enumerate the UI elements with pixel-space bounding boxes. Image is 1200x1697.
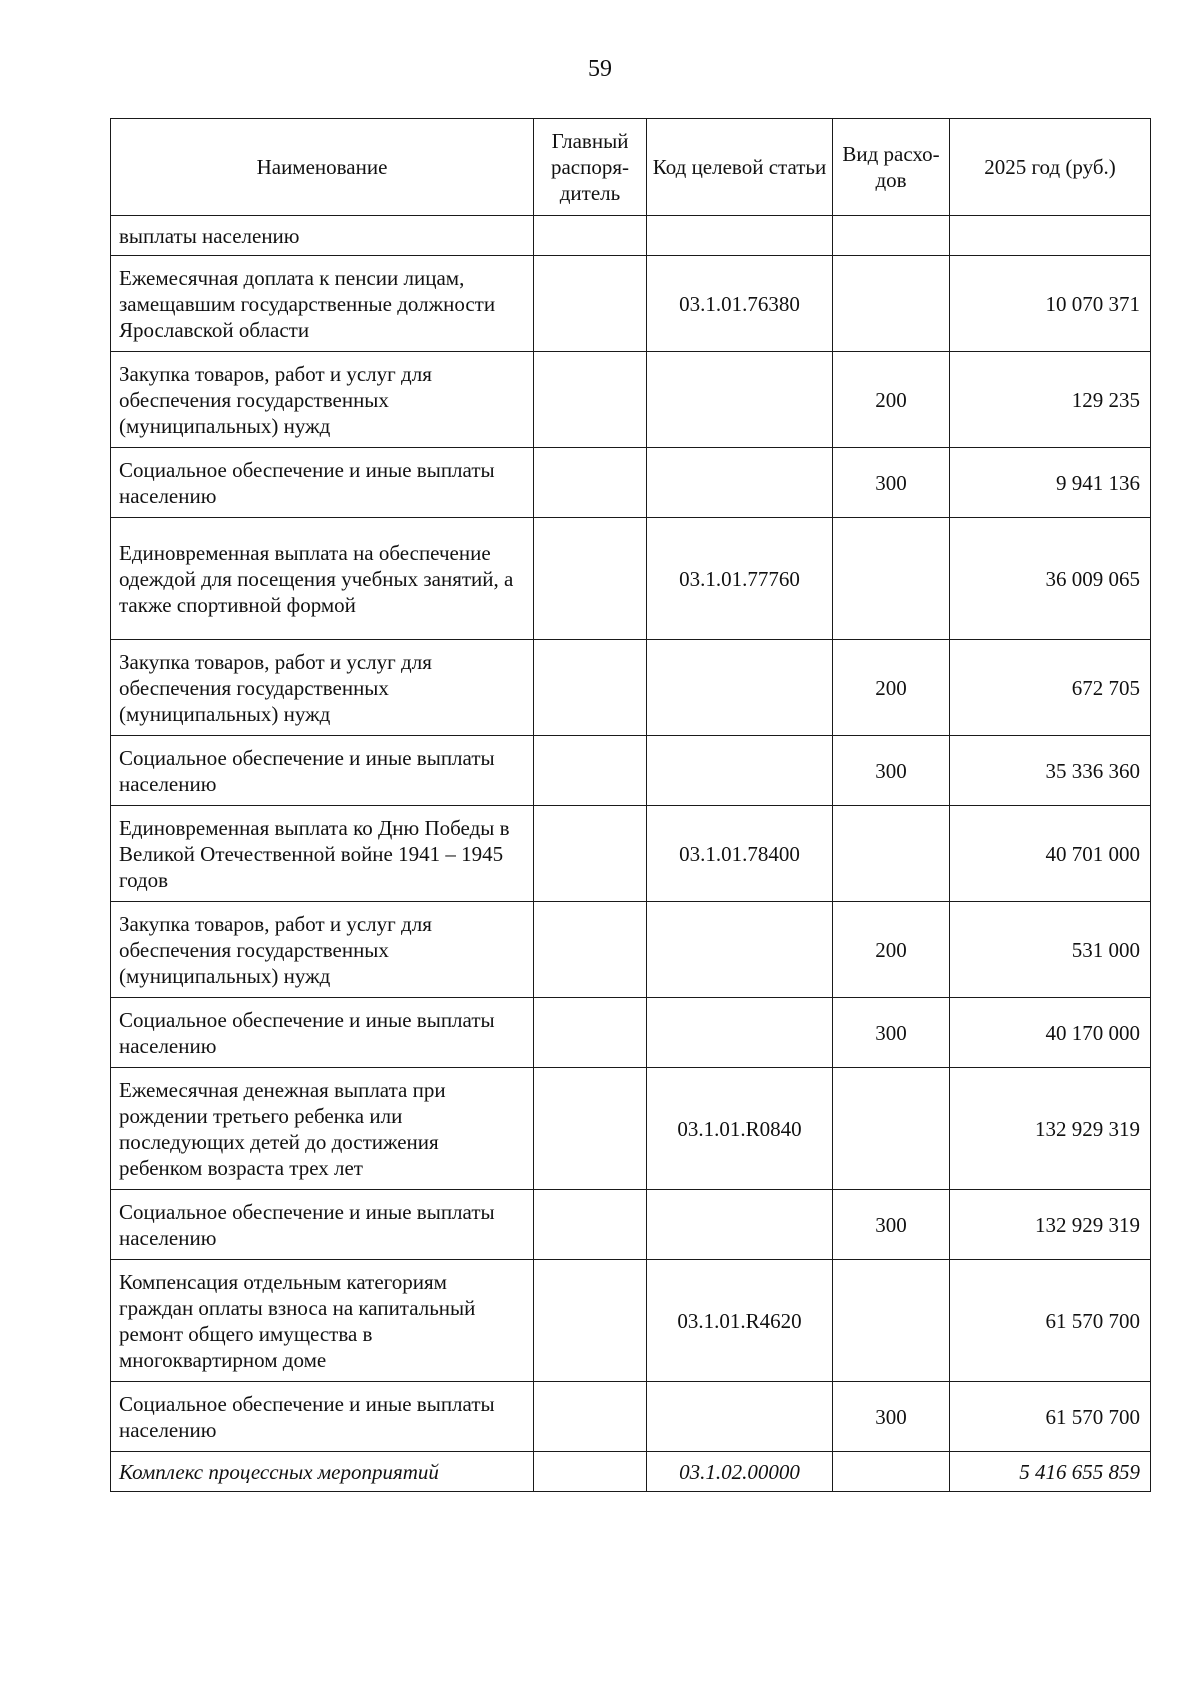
budget-table — [110, 118, 1151, 1492]
cell-amount: 132 929 319 — [950, 1068, 1151, 1190]
cell-grbs — [534, 1190, 647, 1260]
header-amount: 2025 год (руб.) — [950, 119, 1151, 216]
cell-kind — [833, 1068, 950, 1190]
page-number: 59 — [588, 56, 612, 82]
cell-code — [647, 216, 833, 256]
cell-name: Комплекс процессных мероприятий — [111, 1452, 534, 1492]
table-body — [111, 216, 1151, 1492]
table-row — [111, 518, 1151, 640]
cell-name: Единовременная выплата на обеспечение одеждой для посещения учебных занятий, а также спортивной формой — [111, 518, 534, 640]
cell-grbs — [534, 902, 647, 998]
cell-code — [647, 1190, 833, 1260]
cell-amount: 132 929 319 — [950, 1190, 1151, 1260]
cell-kind: 200 — [833, 352, 950, 448]
cell-kind: 200 — [833, 640, 950, 736]
cell-kind — [833, 806, 950, 902]
table-row — [111, 998, 1151, 1068]
table-row — [111, 1260, 1151, 1382]
cell-kind — [833, 518, 950, 640]
cell-grbs — [534, 518, 647, 640]
cell-name: Единовременная выплата ко Дню Победы в Великой Отечественной войне 1941 – 1945 годов — [111, 806, 534, 902]
cell-grbs — [534, 640, 647, 736]
header-grbs: Главный распоря-дитель — [534, 119, 647, 216]
cell-kind — [833, 1260, 950, 1382]
cell-grbs — [534, 216, 647, 256]
cell-name: Социальное обеспечение и иные выплаты населению — [111, 1190, 534, 1260]
cell-name: Социальное обеспечение и иные выплаты населению — [111, 736, 534, 806]
cell-grbs — [534, 1382, 647, 1452]
table-row — [111, 448, 1151, 518]
table-row — [111, 902, 1151, 998]
table-header-row — [111, 119, 1151, 216]
cell-code: 03.1.02.00000 — [647, 1452, 833, 1492]
cell-kind: 300 — [833, 448, 950, 518]
cell-amount: 531 000 — [950, 902, 1151, 998]
cell-name: Закупка товаров, работ и услуг для обеспечения государственных (муниципальных) нужд — [111, 902, 534, 998]
cell-amount: 9 941 136 — [950, 448, 1151, 518]
cell-grbs — [534, 736, 647, 806]
cell-code: 03.1.01.R4620 — [647, 1260, 833, 1382]
cell-code: 03.1.01.78400 — [647, 806, 833, 902]
cell-amount: 10 070 371 — [950, 256, 1151, 352]
cell-code — [647, 352, 833, 448]
cell-name: Закупка товаров, работ и услуг для обеспечения государственных (муниципальных) нужд — [111, 640, 534, 736]
table-row — [111, 1382, 1151, 1452]
cell-amount: 61 570 700 — [950, 1382, 1151, 1452]
cell-grbs — [534, 1260, 647, 1382]
cell-name: Социальное обеспечение и иные выплаты населению — [111, 448, 534, 518]
cell-code — [647, 640, 833, 736]
header-code: Код целевой статьи — [647, 119, 833, 216]
cell-code — [647, 448, 833, 518]
cell-amount: 129 235 — [950, 352, 1151, 448]
cell-amount: 672 705 — [950, 640, 1151, 736]
cell-name: Ежемесячная денежная выплата при рождении третьего ребенка или последующих детей до достижения ребенком возраста трех лет — [111, 1068, 534, 1190]
cell-amount: 40 170 000 — [950, 998, 1151, 1068]
cell-name: Закупка товаров, работ и услуг для обеспечения государственных (муниципальных) нужд — [111, 352, 534, 448]
cell-grbs — [534, 1068, 647, 1190]
cell-name: Социальное обеспечение и иные выплаты населению — [111, 1382, 534, 1452]
table-row — [111, 1452, 1151, 1492]
cell-code — [647, 902, 833, 998]
table-row — [111, 1190, 1151, 1260]
table-row — [111, 1068, 1151, 1190]
cell-kind: 300 — [833, 736, 950, 806]
cell-name: Ежемесячная доплата к пенсии лицам, замещавшим государственные должности Ярославской области — [111, 256, 534, 352]
cell-kind — [833, 256, 950, 352]
cell-amount: 35 336 360 — [950, 736, 1151, 806]
cell-grbs — [534, 998, 647, 1068]
table-row — [111, 806, 1151, 902]
cell-kind: 300 — [833, 1190, 950, 1260]
table-row — [111, 216, 1151, 256]
table-row — [111, 352, 1151, 448]
table-row — [111, 736, 1151, 806]
cell-code — [647, 736, 833, 806]
cell-kind — [833, 216, 950, 256]
cell-code — [647, 998, 833, 1068]
cell-code: 03.1.01.R0840 — [647, 1068, 833, 1190]
cell-grbs — [534, 352, 647, 448]
header-kind: Вид расхо-дов — [833, 119, 950, 216]
cell-kind: 200 — [833, 902, 950, 998]
cell-grbs — [534, 1452, 647, 1492]
table-row — [111, 640, 1151, 736]
cell-kind: 300 — [833, 1382, 950, 1452]
cell-name: Социальное обеспечение и иные выплаты населению — [111, 998, 534, 1068]
cell-code — [647, 1382, 833, 1452]
cell-name: выплаты населению — [111, 216, 534, 256]
cell-grbs — [534, 806, 647, 902]
header-name: Наименование — [111, 119, 534, 216]
cell-amount: 5 416 655 859 — [950, 1452, 1151, 1492]
cell-kind — [833, 1452, 950, 1492]
cell-code: 03.1.01.77760 — [647, 518, 833, 640]
cell-name: Компенсация отдельным категориям граждан оплаты взноса на капитальный ремонт общего имущества в многоквартирном доме — [111, 1260, 534, 1382]
cell-kind: 300 — [833, 998, 950, 1068]
table-row — [111, 256, 1151, 352]
cell-amount: 36 009 065 — [950, 518, 1151, 640]
cell-amount — [950, 216, 1151, 256]
cell-amount: 61 570 700 — [950, 1260, 1151, 1382]
cell-grbs — [534, 448, 647, 518]
cell-code: 03.1.01.76380 — [647, 256, 833, 352]
cell-grbs — [534, 256, 647, 352]
cell-amount: 40 701 000 — [950, 806, 1151, 902]
